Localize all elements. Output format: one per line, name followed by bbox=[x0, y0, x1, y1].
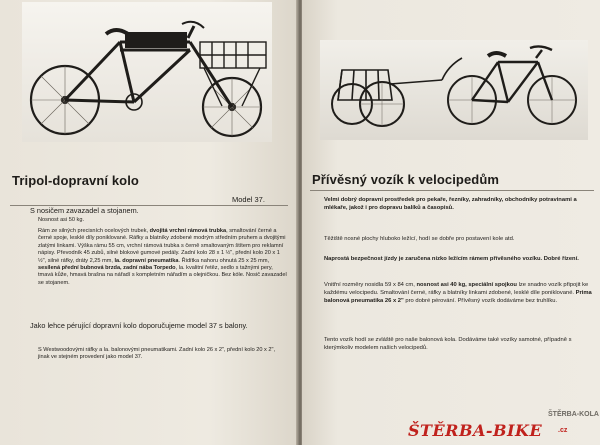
right-page bbox=[302, 0, 600, 445]
footer-logo-area bbox=[390, 411, 600, 445]
specification-paragraph: Rám ze silných precisních ocelových trubek, dvojitá vrchní rámová trubka, smaltování černé a černé spoje, lesklé díly poniklované. Ráfky a blatníky zdobené modrým středním pruhem a dvojitými zlatými linkami. Výška rámu 55 cm, vrchní rámová trubka s černě smaltovaným štítem pro reklamní nápisy. Převodník 45 zubů, silné blokové gumové pedály. Zadní kolo 28 x 1 ½", přední kolo 20 x 1 ½", silné ráfky, dráty 2,25 mm, la. dopravní pneumatika. Řidítka nahoru ohnutá 25 x 25 mm, sesílená přední bubnová brzda, zadní nába Torpedo, la. kvalitní řetěz, sedlo s tažnými pery, tmavá kůže, hmavá brašna na nářadí s kompletním nářadím a olejničkou. Bez kóle. Nosič zavazadel se stojanem. bbox=[38, 228, 287, 286]
recommendation-text: Jako lehce pérující dopravní kolo doporučujeme model 37 s balony. bbox=[30, 321, 248, 330]
load-capacity: Nosnost asi 50 kg. bbox=[38, 217, 85, 223]
safety-paragraph: Naprostá bezpečnost jízdy je zaručena nízko ležícím rámem přívěsného vozíku. Dobré řízení. bbox=[324, 256, 579, 262]
cargo-bicycle-illustration bbox=[22, 2, 272, 142]
divider bbox=[310, 190, 594, 191]
trailer-bicycle-photo bbox=[320, 40, 588, 140]
site-logo-domain[interactable]: .cz bbox=[558, 427, 568, 434]
bicycle-trailer-illustration bbox=[320, 40, 588, 140]
centre-of-gravity-paragraph: Těžiště nosné plochy hluboko ležící, hodí se dobře pro postavení kole atd. bbox=[324, 236, 515, 242]
balloon-variant-spec: S Westwoodovými ráfky a la. balonovými pneumatikami. Zadní kolo 26 x 2", přední kolo 20 x 2", jinak ve stejném provedení jako model 37. bbox=[38, 347, 276, 361]
recommendation-paragraph: Tento vozík hodí se zvláště pro naše balonová kola. Dodáváme také vozíky samotné, případně s kterýmkoliv modelem našich velocipedů. bbox=[324, 337, 572, 351]
page-title-trailer: Přívěsný vozík k velocipedům bbox=[312, 172, 500, 187]
lead-text: S nosičem zavazadel a stojanem. bbox=[30, 206, 139, 215]
dimensions-paragraph: Vnitřní rozměry nosidla 59 x 84 cm, nosnost asi 40 kg, speciální spojkou lze snadno vozík připojit ke každému velocipedu. Smaltování černé, ráfky a blatníky linkami zdobené, lesklé díle poniklované. Prima balonová pneumatika 26 x 2" pro dobré pérování. Přívěsný vozík dodáváme bez truhlíku. bbox=[324, 282, 592, 304]
cargo-bicycle-photo bbox=[22, 2, 272, 142]
site-logo[interactable]: ŠTĚRBA-BIKE bbox=[408, 421, 543, 440]
page-title-tripol: Tripol-dopravní kolo bbox=[12, 173, 139, 188]
model-number: Model 37. bbox=[232, 195, 265, 204]
intro-paragraph: Velmi dobrý dopravní prostředek pro pekaře, řezníky, zahradníky, obchodníky potravinami a mlékaře, jakož i pro dopravu balíků a časopisů. bbox=[324, 197, 577, 211]
left-page bbox=[0, 0, 298, 445]
watermark: ŠTĚRBA-KOLA bbox=[548, 411, 599, 418]
